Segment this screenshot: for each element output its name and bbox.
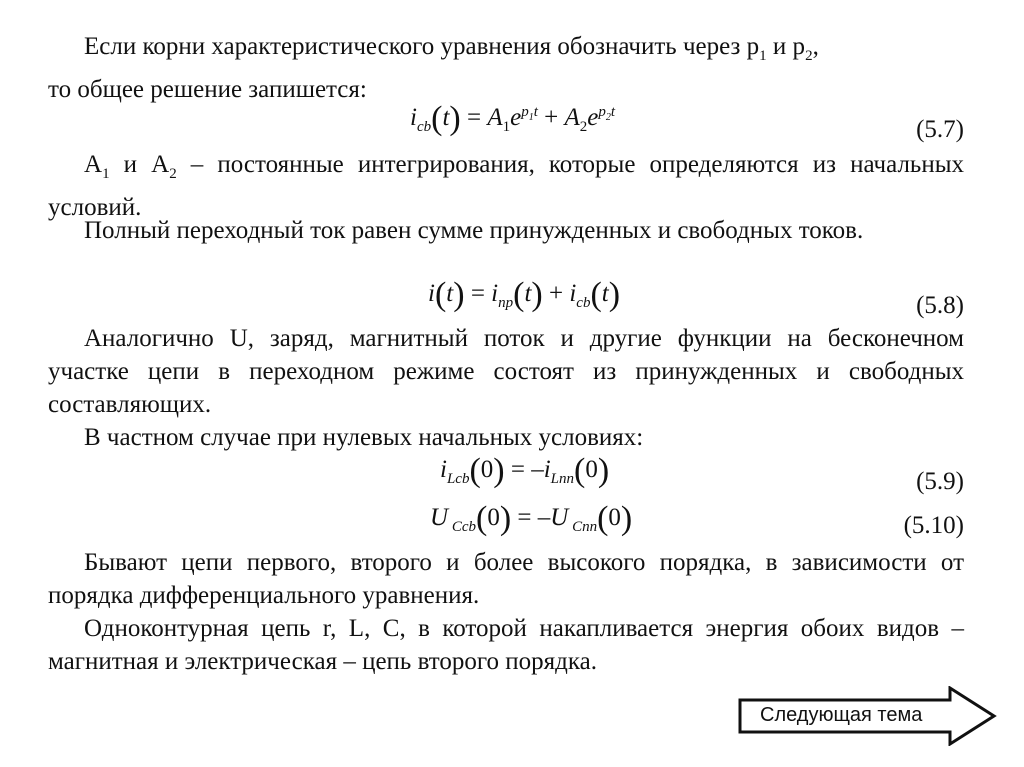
paragraph-analogous: Аналогично U, заряд, магнитный поток и другие функции на бесконечном участке цепи в переходном режиме состоят из принужденных и свободных составляющих.: [48, 325, 964, 418]
paragraph-circuit-order: Бывают цепи первого, второго и более высокого порядка, в зависимости от порядка дифференциального уравнения.: [48, 549, 964, 609]
equation-number-5-7: (5.7): [916, 116, 964, 143]
paragraph-roots: Если корни характеристического уравнения обозначить через $p_1$ и $p_2$, то общее решение запишется:: [48, 33, 819, 103]
next-topic-label[interactable]: Следующая тема: [760, 704, 923, 726]
equation-5-9: $i_{Lcb}(0) = -i_{Lnn}(0)$: [440, 452, 610, 489]
paragraph-special-case: В частном случае при нулевых начальных условиях:: [84, 424, 644, 451]
paragraph-full-current: Полный переходный ток равен сумме принужденных и свободных токов.: [84, 217, 864, 244]
equation-5-10: U $_{Ccb}$(0) = –U $_{Cnn}$(0): [430, 500, 633, 537]
equation-5-8: $i(t) = i_{np}(t) + i_{cb}(t)$: [428, 276, 621, 313]
equation-number-5-9: (5.9): [916, 468, 964, 495]
paragraph-single-loop: Одноконтурная цепь r, L, C, в которой накапливается энергия обоих видов – магнитная и электрическая – цепь второго порядка.: [48, 615, 964, 675]
paragraph-constants: $A_1$ и $A_2$ – постоянные интегрирования, которые определяются из начальных условий.: [48, 151, 965, 221]
equation-number-5-10: (5.10): [903, 512, 964, 539]
equation-5-7: $i_{cb}(t) = A_1e^{p_1t} + A_2e^{p_2t}$: [410, 100, 616, 137]
equation-number-5-8: (5.8): [916, 292, 964, 319]
